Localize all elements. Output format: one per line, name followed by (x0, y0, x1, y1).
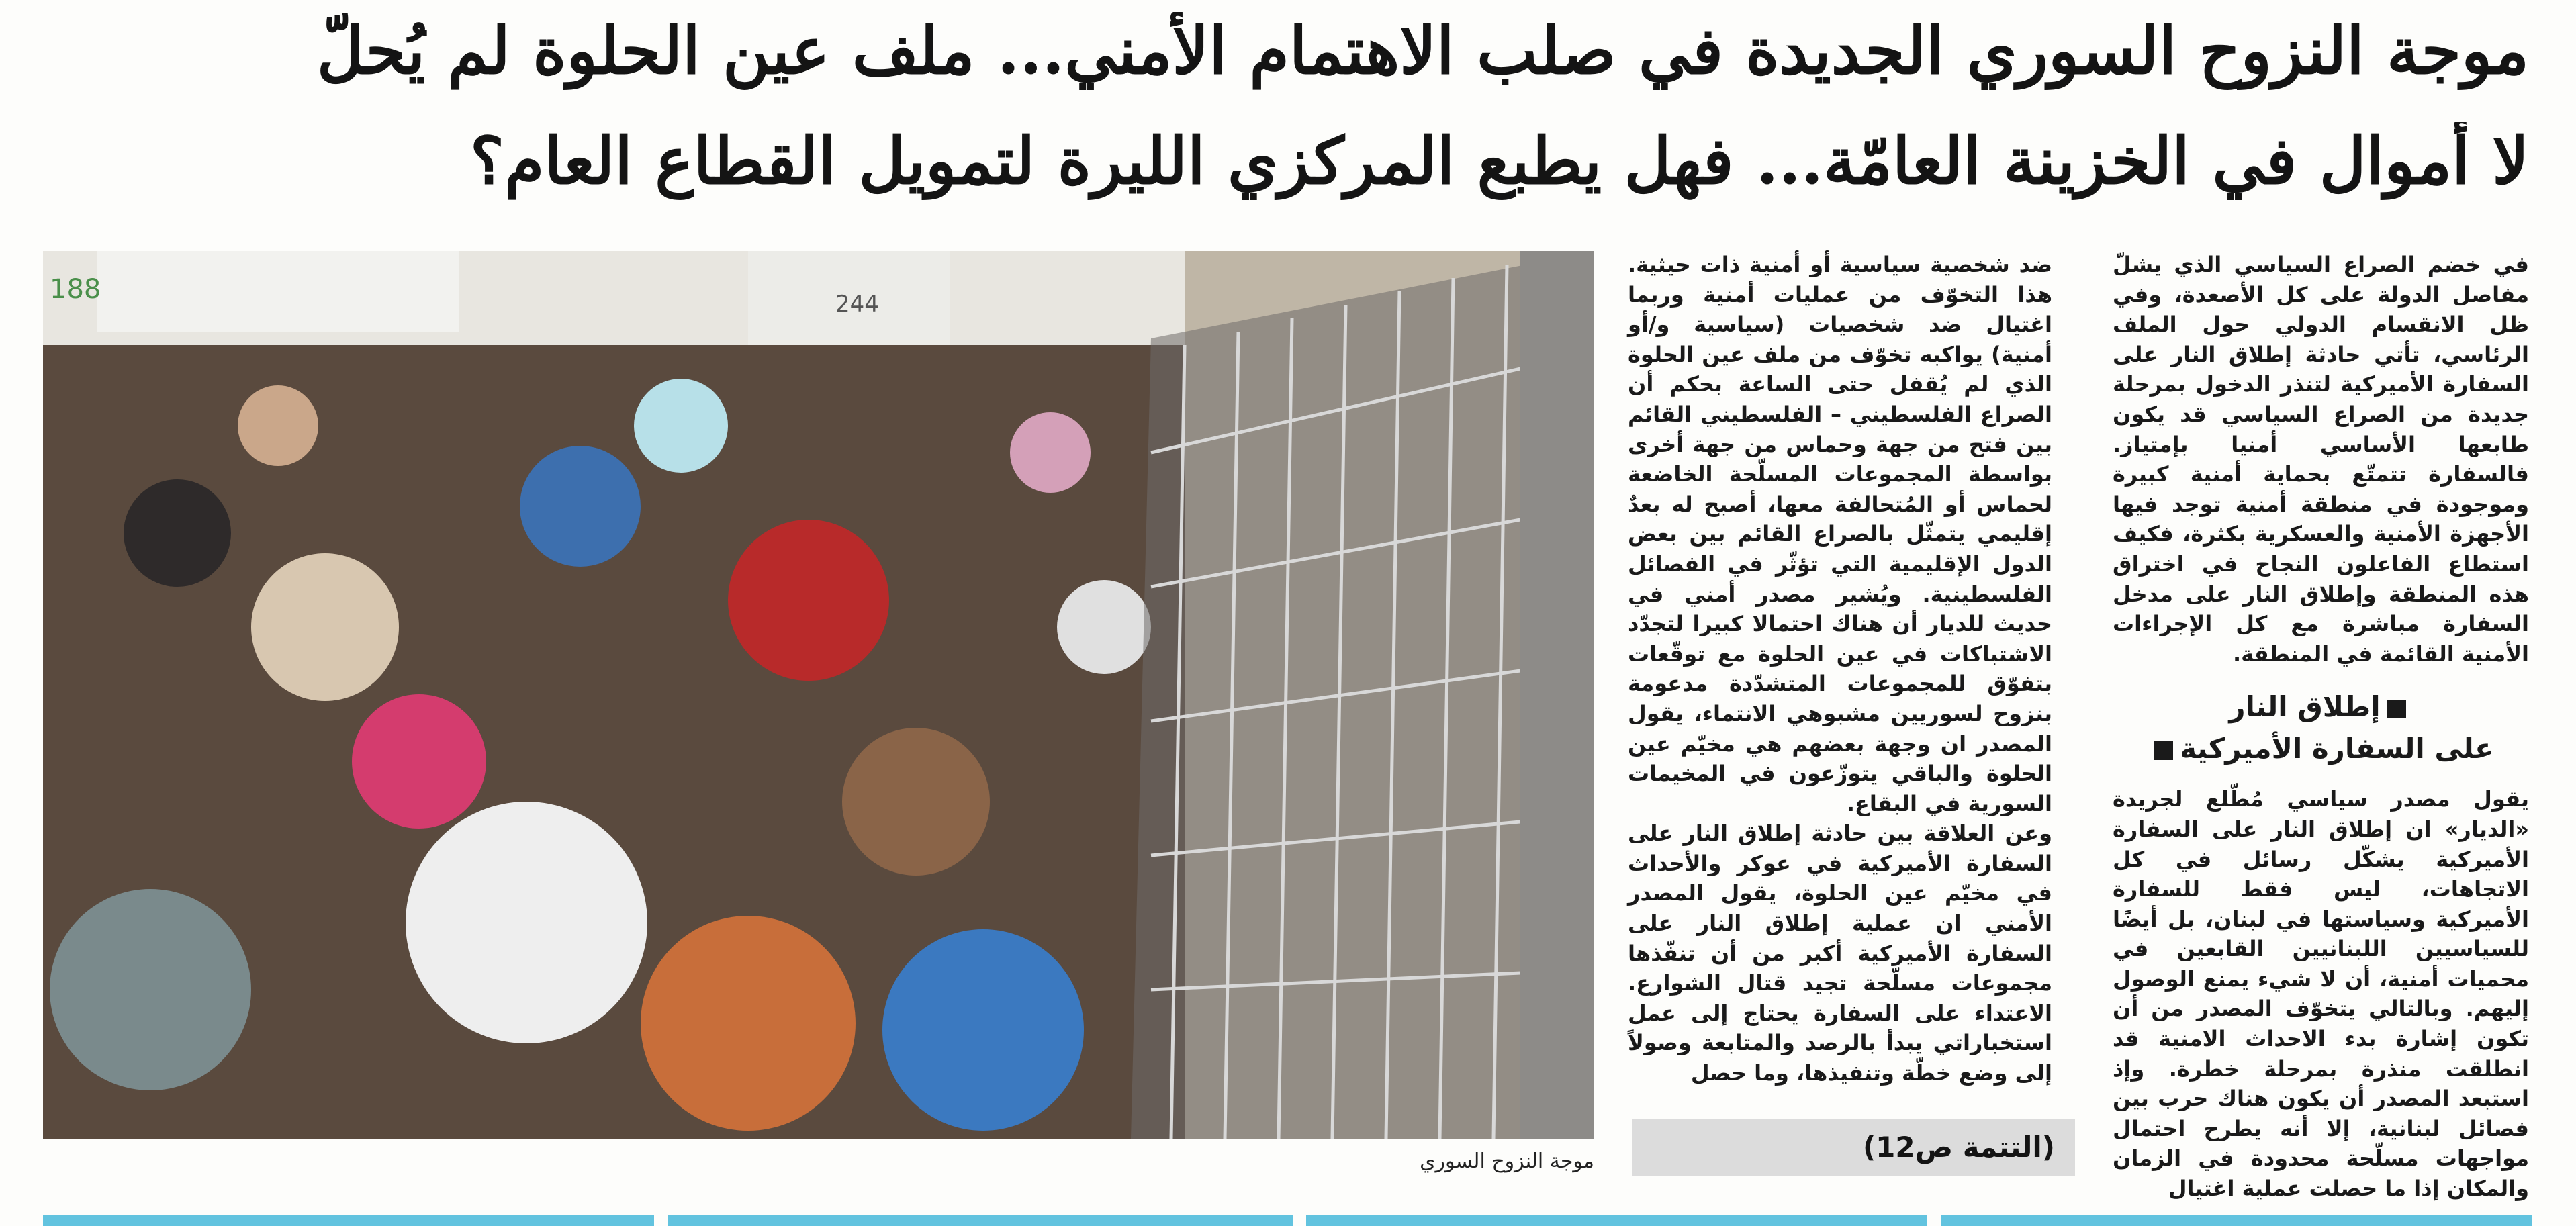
crowd-at-fence-image (43, 251, 1594, 1139)
subhead-text: على السفارة الأميركية (2180, 732, 2494, 765)
bottom-color-strip (43, 1215, 654, 1226)
news-photo (43, 251, 1594, 1139)
continuation-note: (التتمة ص12) (1632, 1119, 2075, 1176)
article-column-middle (1628, 250, 2052, 1088)
article-paragraph: وعن العلاقة بين حادثة إطلاق النار على السفارة الأميركية في عوكر والأحداث في مخيّم عين الحلوة، يقول المصدر الأمني ان عملية إطلاق النار على السفارة الأميركية أكبر من أن تنفّذها مجموعات مسلّحة تجيد قتال الشوارع. الاعتداء على السفارة يحتاج إلى عمل استخباراتي يبدأ بالرصد والمتابعة وصولاً إلى وضع خطّة وتنفيذها، وما حصل (1628, 820, 2052, 1086)
bottom-color-strip (1941, 1215, 2532, 1226)
subhead-line (2113, 728, 2529, 769)
article-paragraph: ضد شخصية سياسية أو أمنية ذات حيثية. هذا التخوّف من عمليات أمنية وربما اغتيال ضد شخصيات (سياسية و/أو أمنية) يواكبه تخوّف من ملف عين الحلوة الذي لم يُقفل حتى الساعة بحكم أن الصراع الفلسطيني – الفلسطيني القائم بين فتح من جهة وحماس من جهة أخرى بواسطة المجموعات المسلّحة الخاضعة لحماس أو المُتحالفة معها، أصبح له بعدٌ إقليمي يتمثّل بالصراع القائم بين بعض الدول الإقليمية التي تؤثّر في الفصائل الفلسطينية. ويُشير مصدر أمني في حديث للديار أن هناك احتمالا كبيرا لتجدّد الاشتباكات في عين الحلوة مع توقّعات بتفوّق للمجموعات المتشدّدة مدعومة بنزوح لسوريين مشبوهي الانتماء، يقول المصدر ان وجهة بعضهم هي مخيّم عين الحلوة والباقي يتوزّعون في المخيمات السورية في البقاع. (1628, 252, 2052, 816)
headline-secondary: لا أموال في الخزينة العامّة... فهل يطبع المركزي الليرة لتمويل القطاع العام؟ (470, 123, 2529, 199)
bottom-color-strip (668, 1215, 1293, 1226)
photo-caption: موجة النزوح السوري (1420, 1149, 1594, 1173)
subhead-line (2113, 686, 2529, 728)
section-subhead (2113, 686, 2529, 769)
headline-primary: موجة النزوح السوري الجديدة في صلب الاهتمام الأمني... ملف عين الحلوة لم يُحلّ (316, 13, 2529, 89)
sign-number: 244 (835, 291, 879, 318)
metal-fence (1131, 251, 1594, 1139)
wall-number: 188 (50, 274, 101, 305)
bottom-color-strip (1306, 1215, 1927, 1226)
article-column-right (2113, 250, 2529, 1204)
article-paragraph: يقول مصدر سياسي مُطّلع لجريدة «الديار» ان إطلاق النار على السفارة الأميركية يشكّل رسائل في كل الاتجاهات، ليس فقط للسفارة الأميركية وسياستها في لبنان، بل أيضًا للسياسيين اللبنانيين القابعين في محميات أمنية، أن لا شيء يمنع الوصول إليهم. وبالتالي يتخوّف المصدر من أن تكون إشارة بدء الاحداث الامنية قد انطلقت منذرة بمرحلة خطرة. وإذ استبعد المصدر أن يكون هناك حرب بين فصائل لبنانية، إلا أنه يطرح احتمال مواجهات مسلّحة محدودة في الزمان والمكان إذا ما حصلت عملية اغتيال (2113, 786, 2529, 1202)
square-bullet-icon (2387, 700, 2406, 718)
subhead-text: إطلاق النار (2229, 690, 2381, 724)
article-paragraph: في خضم الصراع السياسي الذي يشلّ مفاصل الدولة على كل الأصعدة، وفي ظل الانقسام الدولي حول الملف الرئاسي، تأتي حادثة إطلاق النار على السفارة الأميركية لتنذر الدخول بمرحلة جديدة من الصراع السياسي قد يكون طابعها الأساسي أمنيا بإمتياز. فالسفارة تتمتّع بحماية أمنية كبيرة وموجودة في منطقة أمنية توجد فيها الأجهزة الأمنية والعسكرية بكثرة، فكيف استطاع الفاعلون النجاح في اختراق هذه المنطقة وإطلاق النار على مدخل السفارة مباشرة مع كل الإجراءات الأمنية القائمة في المنطقة. (2113, 252, 2529, 667)
square-bullet-icon (2154, 741, 2173, 760)
